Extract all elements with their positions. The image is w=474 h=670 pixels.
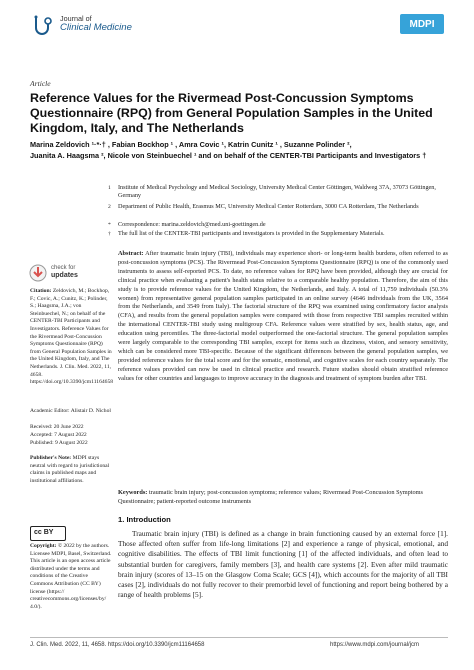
copyright-label: Copyright:	[30, 543, 57, 549]
journal-logo-icon	[30, 14, 54, 42]
affiliation-text: Department of Public Health, Erasmus MC, University Medical Center Rotterdam, 3000 CA Rotterdam, The Netherlands	[118, 203, 419, 210]
citation-label: Citation:	[30, 288, 52, 294]
intro-heading: 1. Introduction	[118, 515, 171, 524]
author-line-2: Juanita A. Haagsma ², Nicole von Steinbuechel ¹ and on behalf of the CENTER-TBI Participants and Investigators †	[30, 150, 427, 160]
footer-journal-link[interactable]: https://www.mdpi.com/journal/jcm	[330, 642, 420, 648]
journal-of-label: Journal of	[60, 14, 92, 23]
keywords	[118, 489, 448, 507]
author-line-1: Marina Zeldovich ¹·*·† , Fabian Bockhop ¹ , Amra Covic ¹, Katrin Cunitz ¹ , Suzanne Polinder ²,	[30, 140, 352, 149]
check-updates-bottom: updates	[51, 272, 78, 279]
check-for-updates-button[interactable]	[28, 263, 98, 283]
affiliation-text: Institute of Medical Psychology and Medical Sociology, University Medical Center Göttingen, Waldweg 37A, 37073 Göttingen, Germany	[118, 184, 436, 200]
abstract	[118, 250, 448, 384]
publisher-note-text: MDPI stays neutral with regard to jurisdictional claims in published maps and institutional affiliations.	[30, 455, 110, 484]
publisher-logo[interactable]: MDPI	[400, 14, 444, 34]
affiliation-2	[108, 203, 448, 211]
publisher-note	[30, 455, 112, 485]
keywords-label: Keywords:	[118, 489, 148, 496]
published-date: Published: 9 August 2022	[30, 440, 88, 446]
cc-label: cc BY	[34, 529, 54, 536]
abstract-label: Abstract:	[118, 250, 144, 257]
article-title: Reference Values for the Rivermead Post-Concussion Symptoms Questionnaire (RPQ) from General Population Samples in the United Kingdom, Italy, and The Netherlands	[30, 91, 433, 135]
affiliation-mark: *	[108, 222, 111, 228]
affiliation-1	[108, 184, 448, 201]
author-list	[30, 140, 450, 162]
cc-by-license-icon[interactable]	[30, 526, 66, 541]
affiliation-mark: 2	[108, 204, 111, 210]
intro-paragraph: Traumatic brain injury (TBI) is defined as a change in brain functioning caused by an external force [1]. Those affected often suffer from life-long limitations [2] and experience a range of physical, emotional, and cognitive disabilities. The effects of TBI limit functioning [1] of the affected individuals, and often lead to substantial burden for caregivers, family members [3], and health care systems [2]. Even after mild traumatic brain injury (scores of 13–15 on the Glasgow Coma Scale; GCS [4]), which accounts for the majority of all TBI cases [2], individuals do not fully recover to their premorbid level of functioning and report being bothered by a range of health problems [5].	[118, 529, 448, 600]
correspondence-text[interactable]: Correspondence: marina.zeldovich@med.uni-goettingen.de	[118, 221, 266, 228]
copyright-text: © 2022 by the authors. Licensee MDPI, Basel, Switzerland. This article is an open access article distributed under the terms and conditions of the Creative Commons Attribution (CC BY) license (https:// creativecommons.org/licenses/by/ 4.0/).	[30, 543, 112, 610]
citation-text: Zeldovich, M.; Bockhop, F.; Covic, A.; Cunitz, K.; Polinder, S.; Haagsma, J.A.; von Steinbuechel, N.; on behalf of the CENTER-TBI Participants and Investigators. Reference Values for the Rivermead Post-Concussion Symptoms Questionnaire (RPQ) from General Population Samples in the United Kingdom, Italy, and The Netherlands. J. Clin. Med. 2022, 11, 4658. https://doi.org/10.3390/jcm11164658	[30, 288, 114, 386]
footnote-participants	[108, 230, 448, 238]
footnote-text: The full list of the CENTER-TBI participants and investigators is provided in the Supplementary Materials.	[118, 230, 385, 237]
correspondence	[108, 221, 448, 229]
citation-block	[30, 288, 112, 387]
check-updates-top: check for	[51, 265, 76, 271]
publisher-note-label: Publisher's Note:	[30, 455, 72, 461]
abstract-text: After traumatic brain injury (TBI), individuals may experience short- or long-term health burdens, often referred to as post-concussion symptoms (PCS). The Rivermead Post-Concussion Symptoms Questionnaire (RPQ) is one of the commonly used instruments to assess self-reported PCS. To date, no reference values for RPQ have been provided, although they are crucial for clinical practice when evaluating a patient's health status relative to a comparable healthy population. Therefore, the aim of this study is to provide reference values for the United Kingdom, the Netherlands, and Italy. A total of 11,759 individuals (50.3% women) from representative general population samples participated in an online survey (4646 individuals from the UK, 3564 from the Netherlands, and 3549 from Italy). The factorial structure of the RPQ was examined using confirmatory factor analysis (CFA), and results from the general population samples were compared with those from respective TBI samples recruited within the international CENTER-TBI study using multigroup CFA. Reference values were stratified by sex, health status, age, and education using percentiles. The three-factorial model outperformed the one-factorial structure. The general population samples were largely comparable to the corresponding TBI samples, except for items such as dizziness, vision, and sensory sensitivity, which can be considered more TBI-specific. Because of the significant differences between the general population samples, we provided reference values for the total score and for the somatic, emotional, and cognitive scales for each country separately. The reference values provided can now be used in clinical practice and research. Future studies should obtain stratified reference values for other countries and languages to improve accuracy in the diagnosis and treatment of symptom burden after TBI.	[118, 250, 448, 382]
academic-editor: Academic Editor: Alistair D. Nichol	[30, 408, 111, 414]
affiliation-mark: 1	[108, 185, 111, 191]
received-date: Received: 20 June 2022	[30, 424, 84, 430]
keywords-text: traumatic brain injury; post-concussion symptoms; reference values; Rivermead Post-Concussion Symptoms Questionnaire; patient-reported outcome instruments	[118, 489, 424, 505]
affiliation-mark: †	[108, 231, 111, 237]
check-updates-icon	[28, 263, 48, 283]
footer-citation[interactable]: J. Clin. Med. 2022, 11, 4658. https://doi.org/10.3390/jcm11164658	[30, 642, 205, 648]
article-type-label: Article	[30, 79, 51, 88]
journal-name[interactable]: Clinical Medicine	[60, 22, 132, 33]
accepted-date: Accepted: 7 August 2022	[30, 432, 87, 438]
footer-divider	[30, 637, 448, 638]
copyright-block	[30, 543, 112, 611]
